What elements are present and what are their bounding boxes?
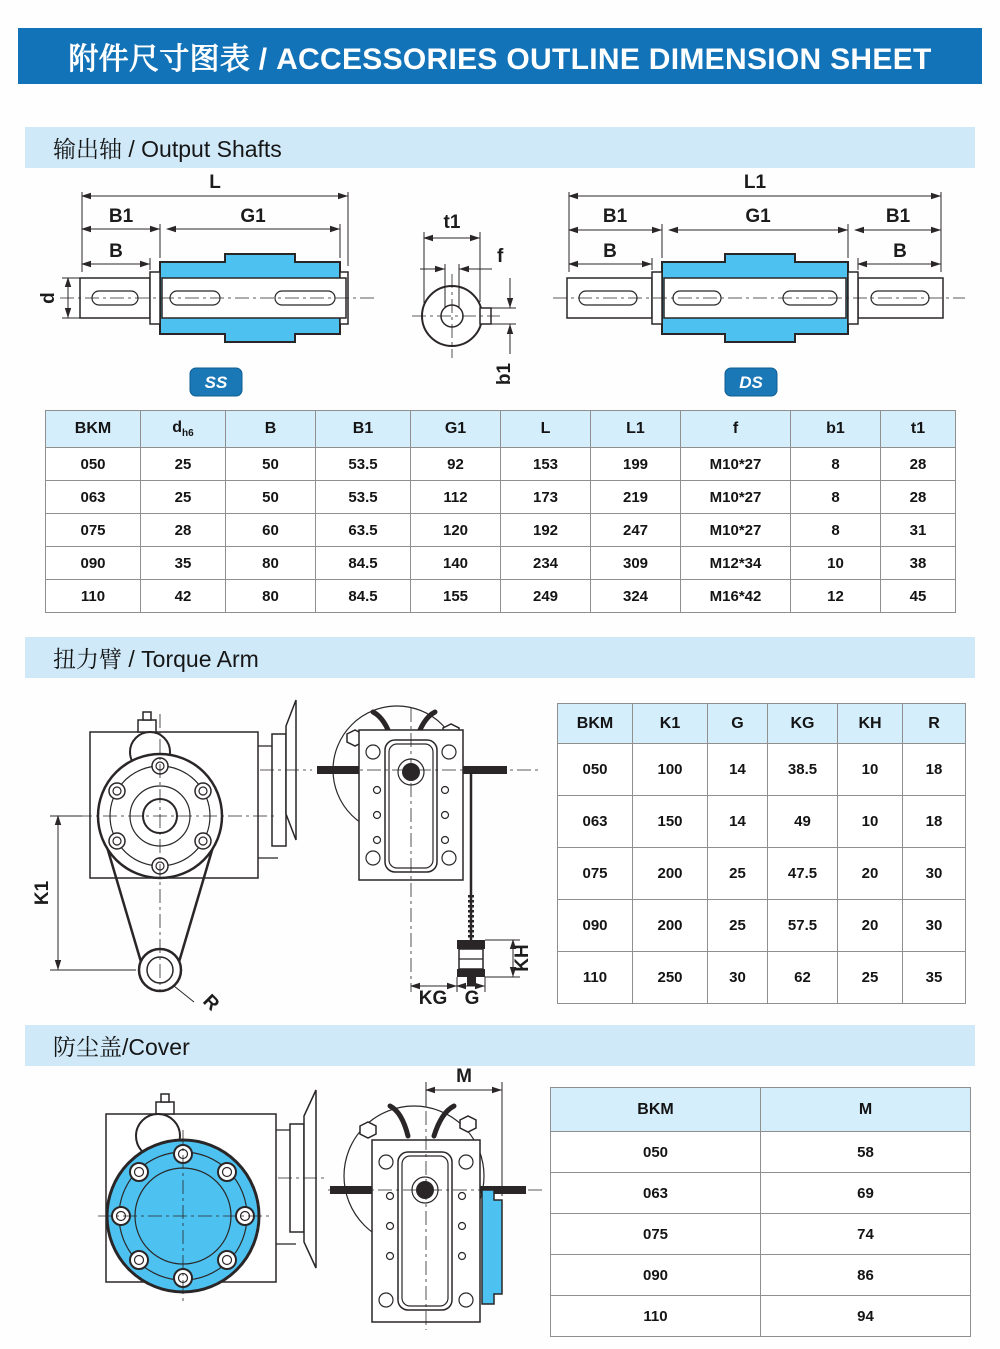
section-heading-cover: 防尘盖/Cover: [25, 1025, 975, 1066]
column-header: BKM: [551, 1088, 761, 1132]
dim-label-B-left: B: [603, 241, 617, 262]
table-cell: 173: [501, 481, 591, 514]
table-cell: 35: [903, 952, 966, 1004]
ds-shaft-body: [553, 254, 965, 342]
table-cell: 075: [46, 514, 141, 547]
ss-shaft-drawing: [40, 166, 400, 404]
table-cell: 324: [591, 580, 681, 613]
table-cell: 247: [591, 514, 681, 547]
table-cell: 219: [591, 481, 681, 514]
dim-label-K1: K1: [32, 880, 53, 906]
column-header: M: [761, 1088, 971, 1132]
shaft-cross-section-drawing: [400, 166, 535, 404]
table-cell: 31: [881, 514, 956, 547]
table-cell: 84.5: [316, 580, 411, 613]
table-cell: 063: [551, 1173, 761, 1214]
table-cell: M16*42: [681, 580, 791, 613]
table-row: [558, 744, 966, 796]
table-row: [46, 448, 956, 481]
torque-arm-table: [557, 703, 966, 1004]
column-header: BKM: [46, 411, 141, 448]
table-cell: 80: [226, 580, 316, 613]
cross-section-body: [412, 274, 500, 358]
table-row: [551, 1132, 971, 1173]
column-header: L1: [591, 411, 681, 448]
column-header: $d_{h6}$: [141, 411, 226, 448]
table-cell: 25: [708, 848, 768, 900]
ds-badge: [725, 368, 777, 396]
table-cell: 200: [633, 900, 708, 952]
output-shafts-table: [45, 410, 956, 613]
table-header-row: [46, 411, 956, 448]
table-cell: 28: [881, 481, 956, 514]
table-cell: 53.5: [316, 448, 411, 481]
table-cell: 110: [46, 580, 141, 613]
column-header: t1: [881, 411, 956, 448]
ss-shaft-body: [60, 254, 375, 342]
cover-front-drawing: [58, 1078, 328, 1336]
table-cell: 110: [551, 1296, 761, 1337]
table-header-row: [558, 704, 966, 744]
table-cell: 150: [633, 796, 708, 848]
ss-badge: [190, 368, 242, 396]
dim-label-G1: G1: [745, 206, 771, 227]
table-cell: 18: [903, 744, 966, 796]
hex-nut-left: [360, 1122, 376, 1138]
table-cell: 199: [591, 448, 681, 481]
table-cell: 050: [551, 1132, 761, 1173]
dim-label-G1: G1: [240, 206, 266, 227]
table-cell: 38: [881, 547, 956, 580]
dim-label-KH: KH: [512, 944, 533, 972]
table-row: [46, 514, 956, 547]
table-cell: 192: [501, 514, 591, 547]
table-row: [46, 580, 956, 613]
table-row: [558, 952, 966, 1004]
torque-arm-front-drawing: [32, 690, 318, 1016]
table-cell: 075: [551, 1214, 761, 1255]
table-cell: 063: [46, 481, 141, 514]
table-cell: M10*27: [681, 514, 791, 547]
dim-label-B: B: [109, 241, 123, 262]
cover-side-drawing: [328, 1068, 553, 1336]
table-cell: 25: [838, 952, 903, 1004]
table-cell: 30: [903, 848, 966, 900]
column-header: f: [681, 411, 791, 448]
page-title: 附件尺寸图表 / ACCESSORIES OUTLINE DIMENSION SHEET: [18, 28, 982, 84]
torque-arm-side-drawing: [315, 690, 545, 1008]
dim-label-B1-left: B1: [602, 206, 628, 227]
table-cell: 200: [633, 848, 708, 900]
table-cell: 14: [708, 744, 768, 796]
table-row: [551, 1255, 971, 1296]
table-cell: 8: [791, 481, 881, 514]
cover-table: [550, 1087, 971, 1337]
ds-badge-label: DS: [739, 373, 763, 392]
table-cell: 45: [881, 580, 956, 613]
table-row: [46, 547, 956, 580]
table-cell: 57.5: [768, 900, 838, 952]
table-cell: 050: [558, 744, 633, 796]
dust-cover-profile: [482, 1190, 502, 1304]
ss-badge-label: SS: [204, 373, 228, 392]
table-cell: 30: [708, 952, 768, 1004]
flange-and-body: [328, 1086, 543, 1330]
table-cell: 84.5: [316, 547, 411, 580]
table-cell: 112: [411, 481, 501, 514]
flange-and-body: [317, 706, 540, 992]
table-row: [551, 1173, 971, 1214]
table-cell: 14: [708, 796, 768, 848]
table-cell: 58: [761, 1132, 971, 1173]
table-cell: 10: [838, 744, 903, 796]
table-row: [551, 1296, 971, 1337]
dim-label-B1-right: B1: [885, 206, 911, 227]
table-cell: M12*34: [681, 547, 791, 580]
table-cell: 155: [411, 580, 501, 613]
table-cell: 075: [558, 848, 633, 900]
table-cell: 309: [591, 547, 681, 580]
table-cell: 18: [903, 796, 966, 848]
table-cell: 63.5: [316, 514, 411, 547]
table-row: [558, 796, 966, 848]
column-header: KG: [768, 704, 838, 744]
hex-nut-right: [460, 1116, 476, 1132]
column-header: R: [903, 704, 966, 744]
table-cell: 53.5: [316, 481, 411, 514]
table-cell: 110: [558, 952, 633, 1004]
table-cell: 80: [226, 547, 316, 580]
dim-label-d: d: [38, 292, 59, 304]
table-cell: 10: [791, 547, 881, 580]
table-cell: 86: [761, 1255, 971, 1296]
section-heading-output-shafts: 输出轴 / Output Shafts: [25, 127, 975, 168]
dim-label-t1: t1: [443, 212, 461, 233]
table-cell: 20: [838, 900, 903, 952]
table-cell: 050: [46, 448, 141, 481]
table-cell: 25: [141, 481, 226, 514]
table-cell: 30: [903, 900, 966, 952]
table-cell: 38.5: [768, 744, 838, 796]
table-cell: 28: [881, 448, 956, 481]
column-header: G1: [411, 411, 501, 448]
dim-label-KG: KG: [418, 988, 448, 1009]
table-header-row: [551, 1088, 971, 1132]
table-cell: 62: [768, 952, 838, 1004]
table-cell: 50: [226, 481, 316, 514]
table-cell: 92: [411, 448, 501, 481]
table-cell: 120: [411, 514, 501, 547]
table-cell: 25: [141, 448, 226, 481]
table-cell: 69: [761, 1173, 971, 1214]
table-row: [558, 900, 966, 952]
dim-label-M: M: [456, 1066, 472, 1087]
table-cell: 50: [226, 448, 316, 481]
table-cell: 8: [791, 448, 881, 481]
table-cell: 49: [768, 796, 838, 848]
table-cell: 140: [411, 547, 501, 580]
column-header: b1: [791, 411, 881, 448]
table-cell: 8: [791, 514, 881, 547]
table-cell: 25: [708, 900, 768, 952]
table-cell: 74: [761, 1214, 971, 1255]
column-header: BKM: [558, 704, 633, 744]
table-cell: 090: [46, 547, 141, 580]
table-cell: M10*27: [681, 481, 791, 514]
table-row: [46, 481, 956, 514]
dim-label-B-right: B: [893, 241, 907, 262]
dim-label-R: R: [198, 990, 224, 1016]
table-cell: 100: [633, 744, 708, 796]
column-header: K1: [633, 704, 708, 744]
dim-label-G: G: [464, 988, 480, 1009]
table-cell: 234: [501, 547, 591, 580]
ds-shaft-drawing: [545, 166, 975, 404]
column-header: G: [708, 704, 768, 744]
table-cell: 20: [838, 848, 903, 900]
table-cell: 250: [633, 952, 708, 1004]
table-cell: 153: [501, 448, 591, 481]
dim-label-L1: L1: [743, 172, 767, 193]
table-cell: 28: [141, 514, 226, 547]
table-cell: 47.5: [768, 848, 838, 900]
table-cell: 35: [141, 547, 226, 580]
table-cell: M10*27: [681, 448, 791, 481]
table-cell: 94: [761, 1296, 971, 1337]
table-cell: 10: [838, 796, 903, 848]
table-cell: 249: [501, 580, 591, 613]
table-cell: 090: [558, 900, 633, 952]
dim-label-L: L: [209, 172, 221, 193]
dim-label-f: f: [497, 246, 504, 267]
table-cell: 60: [226, 514, 316, 547]
column-header: B1: [316, 411, 411, 448]
section-heading-torque-arm: 扭力臂 / Torque Arm: [25, 637, 975, 678]
table-row: [551, 1214, 971, 1255]
dim-label-b1: b1: [494, 362, 515, 386]
column-header: B: [226, 411, 316, 448]
table-cell: 090: [551, 1255, 761, 1296]
column-header: KH: [838, 704, 903, 744]
table-cell: 42: [141, 580, 226, 613]
dim-label-B1: B1: [108, 206, 134, 227]
table-cell: 12: [791, 580, 881, 613]
table-row: [558, 848, 966, 900]
column-header: L: [501, 411, 591, 448]
table-cell: 063: [558, 796, 633, 848]
